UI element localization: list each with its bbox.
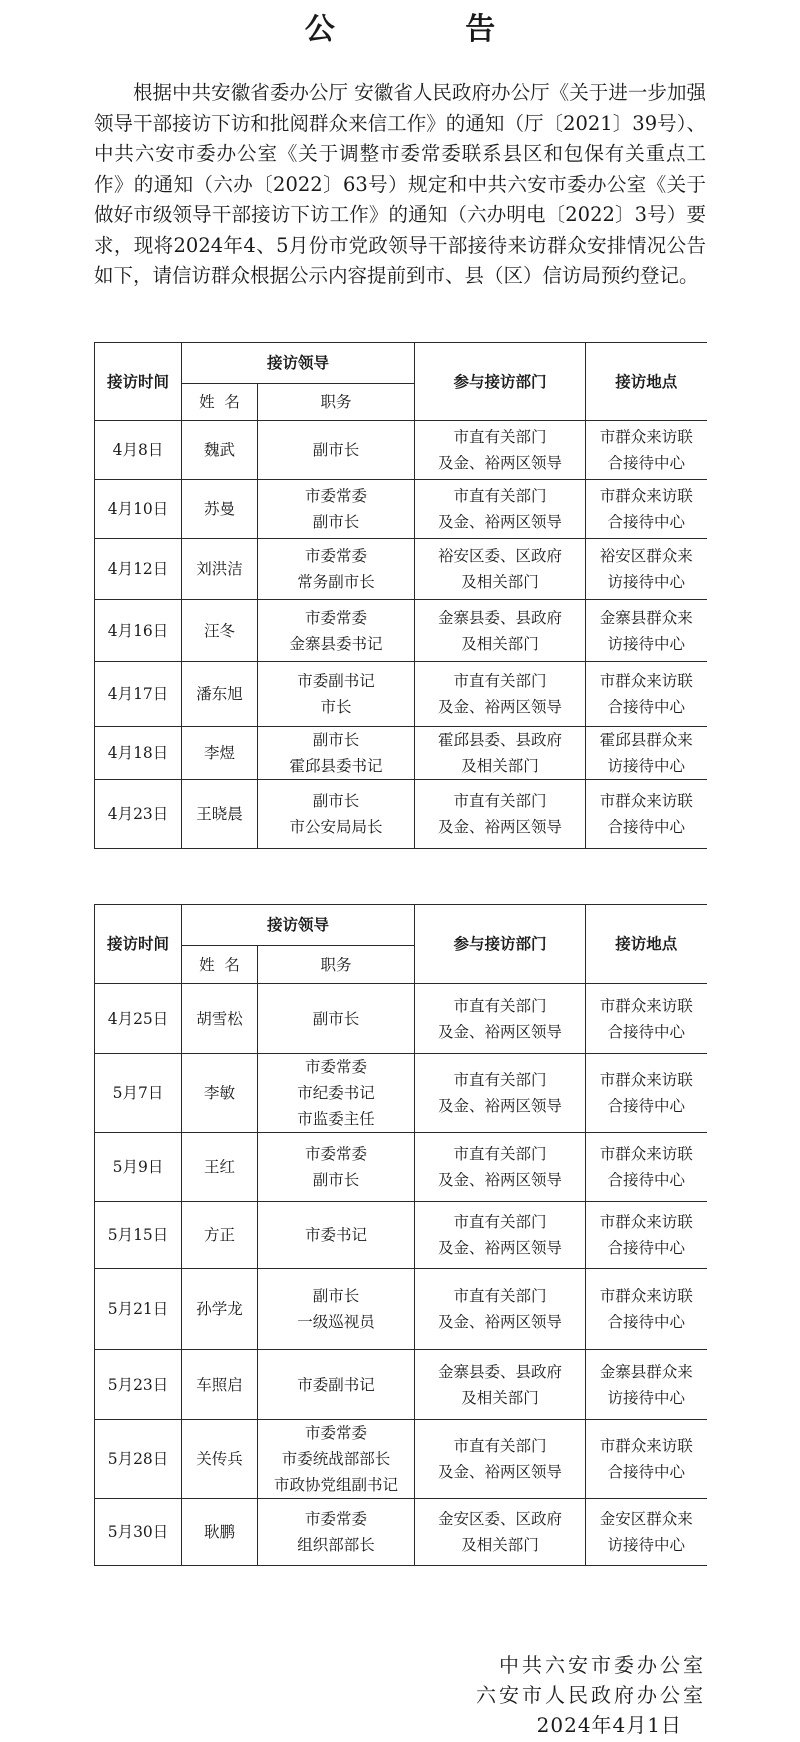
cell-dept-line: 金寨县委、县政府 [438, 608, 563, 627]
header-leader: 接访领导 [182, 905, 415, 946]
table-row [95, 1420, 707, 1499]
header-position: 职务 [258, 946, 415, 984]
cell-dept [415, 539, 586, 600]
table-row [95, 662, 707, 727]
cell-date: 4月17日 [95, 662, 182, 727]
cell-dept [415, 1133, 586, 1202]
cell-dept-line: 市直有关部门 [453, 1437, 547, 1455]
cell-date: 5月21日 [95, 1269, 182, 1350]
header-time: 接访时间 [95, 905, 182, 984]
cell-position-line: 市委常委 [305, 1058, 368, 1076]
cell-position-line: 霍邱县委书记 [289, 757, 383, 775]
cell-dept-line: 及金、裕两区领导 [438, 1022, 563, 1041]
intro-paragraph [94, 78, 706, 292]
cell-place [586, 600, 707, 662]
header-name: 姓 名 [182, 384, 258, 421]
cell-position-line: 一级巡视员 [297, 1313, 375, 1331]
cell-position [258, 480, 415, 539]
cell-dept [415, 1350, 586, 1420]
cell-dept [415, 727, 586, 780]
cell-position-line: 市委副书记 [297, 1375, 375, 1394]
cell-position-line: 市委副书记 [297, 672, 375, 690]
cell-dept-line: 及金、裕两区领导 [438, 1097, 563, 1115]
cell-position [258, 600, 415, 662]
cell-date: 4月8日 [95, 421, 182, 480]
cell-position [258, 539, 415, 600]
cell-dept-line: 及金、裕两区领导 [438, 1171, 563, 1189]
cell-position-line: 市委常委 [305, 608, 368, 627]
cell-place [586, 539, 707, 600]
cell-position-line: 副市长 [312, 1287, 360, 1305]
cell-name: 李煜 [182, 727, 258, 780]
cell-place-line: 市群众来访联 [599, 672, 693, 690]
cell-position [258, 1350, 415, 1420]
cell-position-line: 副市长 [312, 731, 360, 749]
cell-place-line: 合接待中心 [607, 1097, 686, 1115]
cell-position-line: 市政协党组副书记 [274, 1476, 399, 1494]
cell-position-line: 金寨县委书记 [289, 634, 383, 653]
cell-place-line: 市群众来访联 [599, 1145, 693, 1163]
cell-place-line: 合接待中心 [607, 513, 686, 531]
cell-place-line: 市群众来访联 [599, 1287, 693, 1305]
cell-dept-line: 市直有关部门 [453, 428, 547, 446]
cell-position [258, 1202, 415, 1269]
cell-place [586, 984, 707, 1054]
cell-date: 5月28日 [95, 1420, 182, 1499]
cell-dept [415, 984, 586, 1054]
cell-place [586, 1054, 707, 1133]
cell-name: 李敏 [182, 1054, 258, 1133]
cell-dept-line: 及相关部门 [461, 1388, 539, 1407]
cell-dept-line: 裕安区委、区政府 [438, 547, 563, 565]
cell-position [258, 1269, 415, 1350]
cell-place [586, 421, 707, 480]
cell-position [258, 1499, 415, 1566]
cell-dept [415, 1269, 586, 1350]
cell-name: 苏曼 [182, 480, 258, 539]
cell-place-line: 市群众来访联 [599, 487, 693, 505]
signature-org-government: 六安市人民政府办公室 [476, 1683, 706, 1707]
cell-position-line: 市委常委 [305, 1510, 368, 1528]
cell-place-line: 裕安区群众来 [599, 547, 693, 565]
cell-place [586, 1499, 707, 1566]
cell-name: 魏武 [182, 421, 258, 480]
cell-name: 潘东旭 [182, 662, 258, 727]
cell-position [258, 780, 415, 849]
cell-date: 5月9日 [95, 1133, 182, 1202]
cell-position-line: 市委常委 [305, 1145, 368, 1163]
cell-name: 王红 [182, 1133, 258, 1202]
cell-dept [415, 780, 586, 849]
table-row [95, 727, 707, 780]
cell-position [258, 1054, 415, 1133]
cell-name: 汪冬 [182, 600, 258, 662]
cell-place [586, 662, 707, 727]
cell-dept-line: 市直有关部门 [453, 487, 547, 505]
cell-dept-line: 及金、裕两区领导 [438, 818, 563, 836]
cell-position-line: 市委书记 [305, 1226, 368, 1244]
cell-place-line: 市群众来访联 [599, 1213, 693, 1231]
cell-dept [415, 480, 586, 539]
cell-place-line: 访接待中心 [607, 1536, 686, 1554]
cell-dept-line: 及金、裕两区领导 [438, 1313, 563, 1331]
cell-position [258, 1133, 415, 1202]
header-place: 接访地点 [586, 905, 707, 984]
cell-dept-line: 市直有关部门 [453, 996, 547, 1015]
cell-date: 4月16日 [95, 600, 182, 662]
cell-place-line: 合接待中心 [607, 1463, 686, 1481]
cell-date: 5月23日 [95, 1350, 182, 1420]
cell-position-line: 市公安局局长 [289, 818, 383, 836]
cell-position-line: 市委常委 [305, 1424, 368, 1442]
cell-place-line: 合接待中心 [607, 1239, 686, 1257]
cell-position-line: 副市长 [312, 441, 360, 459]
cell-position-line: 常务副市长 [297, 573, 375, 591]
cell-position [258, 727, 415, 780]
cell-position-line: 市纪委书记 [297, 1084, 375, 1102]
cell-position-line: 副市长 [312, 513, 360, 531]
cell-place [586, 1133, 707, 1202]
schedule-table-may [94, 904, 707, 1566]
cell-place-line: 合接待中心 [607, 698, 686, 716]
cell-dept-line: 及相关部门 [461, 1536, 539, 1554]
header-position: 职务 [258, 384, 415, 421]
table-row [95, 539, 707, 600]
cell-place-line: 访接待中心 [607, 757, 686, 775]
cell-dept-line: 市直有关部门 [453, 792, 547, 810]
table-row [95, 421, 707, 480]
cell-date: 4月25日 [95, 984, 182, 1054]
cell-place-line: 合接待中心 [607, 818, 686, 836]
schedule-table-april [94, 342, 707, 849]
cell-position-line: 市委常委 [305, 547, 368, 565]
table-row [95, 1269, 707, 1350]
cell-dept [415, 1202, 586, 1269]
header-dept: 参与接访部门 [415, 905, 586, 984]
cell-dept-line: 及金、裕两区领导 [438, 1239, 563, 1257]
table-row [95, 600, 707, 662]
table-row [95, 480, 707, 539]
cell-date: 4月23日 [95, 780, 182, 849]
cell-place-line: 霍邱县群众来 [599, 731, 693, 749]
header-dept: 参与接访部门 [415, 343, 586, 421]
cell-date: 4月18日 [95, 727, 182, 780]
cell-place-line: 合接待中心 [607, 454, 686, 472]
cell-name: 王晓晨 [182, 780, 258, 849]
cell-position-line: 组织部部长 [297, 1536, 375, 1554]
cell-name: 关传兵 [182, 1420, 258, 1499]
table-row [95, 780, 707, 849]
cell-date: 4月10日 [95, 480, 182, 539]
cell-place-line: 合接待中心 [607, 1022, 686, 1041]
signature-org-party: 中共六安市委办公室 [499, 1653, 706, 1677]
cell-date: 5月7日 [95, 1054, 182, 1133]
cell-position-line: 市监委主任 [297, 1110, 375, 1128]
table-row [95, 1054, 707, 1133]
cell-date: 4月12日 [95, 539, 182, 600]
cell-name: 车照启 [182, 1350, 258, 1420]
cell-dept [415, 600, 586, 662]
page-title: 公 告 [304, 12, 556, 47]
header-time: 接访时间 [95, 343, 182, 421]
cell-dept [415, 1499, 586, 1566]
cell-place-line: 合接待中心 [607, 1171, 686, 1189]
signature-date: 2024年4月1日 [536, 1713, 682, 1737]
cell-place-line: 市群众来访联 [599, 792, 693, 810]
table-row [95, 1350, 707, 1420]
cell-name: 方正 [182, 1202, 258, 1269]
cell-place [586, 780, 707, 849]
cell-date: 5月30日 [95, 1499, 182, 1566]
table-row [95, 1499, 707, 1566]
cell-position [258, 421, 415, 480]
cell-place [586, 727, 707, 780]
cell-dept-line: 及金、裕两区领导 [438, 454, 563, 472]
cell-place-line: 金寨县群众来 [599, 608, 693, 627]
cell-position-line: 市委常委 [305, 487, 368, 505]
cell-name: 胡雪松 [182, 984, 258, 1054]
cell-position-line: 副市长 [312, 1171, 360, 1189]
cell-place-line: 金寨县群众来 [599, 1362, 693, 1381]
cell-position [258, 662, 415, 727]
cell-dept [415, 1420, 586, 1499]
cell-place-line: 访接待中心 [607, 1388, 686, 1407]
cell-place [586, 1420, 707, 1499]
cell-dept-line: 及金、裕两区领导 [438, 513, 563, 531]
cell-place [586, 1269, 707, 1350]
intro-text: 根据中共安徽省委办公厅 安徽省人民政府办公厅《关于进一步加强领导干部接访下访和批阅群众来信工作》的通知（厅〔2021〕39号）、中共六安市委办公室《关于调整市委常委联系县区和包保有关重点工作》的通知（六办〔2022〕63号）规定和中共六安市委办公室《关于做好市级领导干部接访下访工作》的通知（六办明电〔2022〕3号）要求，现将2024年4、5月份市党政领导干部接待来访群众安排情况公告如下，请信访群众根据公示内容提前到市、县（区）信访局预约登记。 [94, 81, 706, 287]
header-leader: 接访领导 [182, 343, 415, 384]
table-row [95, 1202, 707, 1269]
cell-dept-line: 及相关部门 [461, 573, 539, 591]
cell-dept-line: 金安区委、区政府 [438, 1510, 563, 1528]
cell-place-line: 市群众来访联 [599, 1071, 693, 1089]
cell-position [258, 984, 415, 1054]
cell-dept-line: 及金、裕两区领导 [438, 698, 563, 716]
cell-place [586, 1350, 707, 1420]
cell-position-line: 市长 [320, 698, 352, 716]
cell-position-line: 副市长 [312, 792, 360, 810]
cell-place [586, 1202, 707, 1269]
cell-place-line: 访接待中心 [607, 573, 686, 591]
cell-name: 刘洪洁 [182, 539, 258, 600]
cell-place-line: 金安区群众来 [599, 1510, 693, 1528]
cell-dept-line: 市直有关部门 [453, 1071, 547, 1089]
cell-dept-line: 市直有关部门 [453, 1145, 547, 1163]
cell-dept-line: 市直有关部门 [453, 1287, 547, 1305]
header-name: 姓 名 [182, 946, 258, 984]
cell-place-line: 市群众来访联 [599, 1437, 693, 1455]
cell-dept-line: 市直有关部门 [453, 672, 547, 690]
cell-place-line: 合接待中心 [607, 1313, 686, 1331]
cell-dept-line: 及相关部门 [461, 634, 539, 653]
cell-place-line: 市群众来访联 [599, 996, 693, 1015]
cell-dept-line: 及相关部门 [461, 757, 539, 775]
cell-dept-line: 金寨县委、县政府 [438, 1362, 563, 1381]
cell-position-line: 市委统战部部长 [281, 1450, 391, 1468]
cell-place-line: 市群众来访联 [599, 428, 693, 446]
cell-position [258, 1420, 415, 1499]
cell-dept [415, 1054, 586, 1133]
cell-position-line: 副市长 [312, 1009, 360, 1028]
cell-dept [415, 421, 586, 480]
cell-dept-line: 市直有关部门 [453, 1213, 547, 1231]
header-place: 接访地点 [586, 343, 707, 421]
cell-dept-line: 霍邱县委、县政府 [438, 731, 563, 749]
cell-name: 耿鹏 [182, 1499, 258, 1566]
cell-place-line: 访接待中心 [607, 634, 686, 653]
table-row [95, 1133, 707, 1202]
table-row [95, 984, 707, 1054]
cell-dept [415, 662, 586, 727]
cell-dept-line: 及金、裕两区领导 [438, 1463, 563, 1481]
cell-date: 5月15日 [95, 1202, 182, 1269]
cell-name: 孙学龙 [182, 1269, 258, 1350]
cell-place [586, 480, 707, 539]
